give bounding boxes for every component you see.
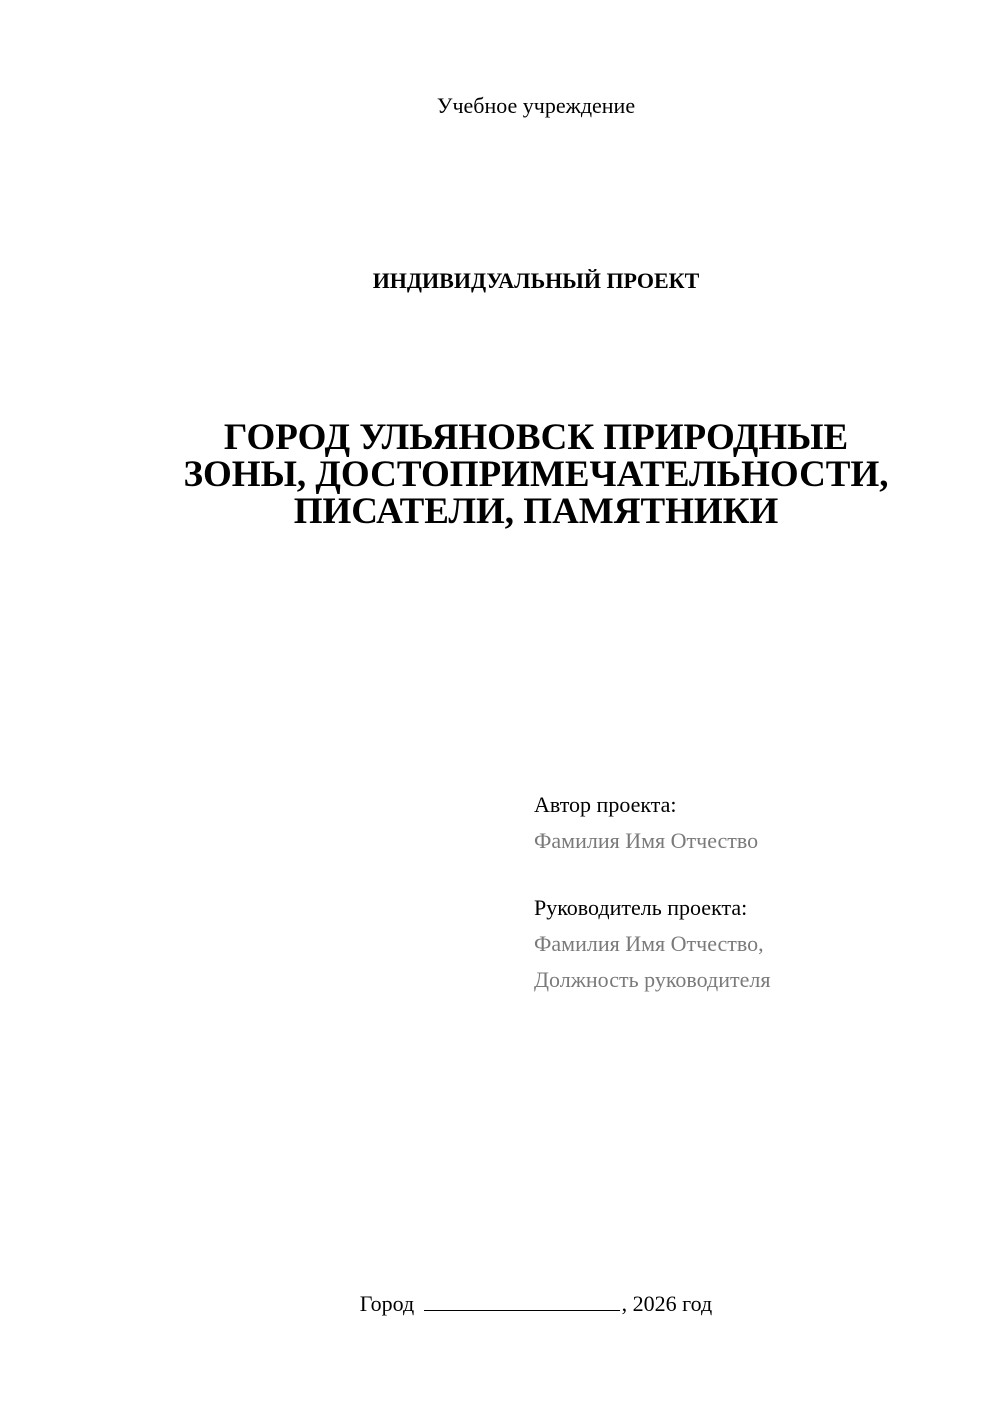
- title-line-1: ГОРОД УЛЬЯНОВСК ПРИРОДНЫЕ: [223, 417, 849, 458]
- city-year-line: [0, 1290, 1000, 1318]
- title-line-2: ЗОНЫ, ДОСТОПРИМЕЧАТЕЛЬНОСТИ,: [183, 454, 889, 495]
- project-info-block: [534, 787, 974, 998]
- project-title: [100, 419, 972, 530]
- author-label: Автор проекта:: [534, 792, 677, 817]
- institution-name: Учебное учреждение: [436, 93, 636, 118]
- supervisor-label: Руководитель проекта:: [534, 895, 748, 920]
- city-blank-field: [424, 1292, 620, 1311]
- author-name: Фамилия Имя Отчество: [534, 828, 759, 853]
- title-line-3: ПИСАТЕЛИ, ПАМЯТНИКИ: [293, 491, 779, 532]
- year-text: , 2026 год: [621, 1291, 713, 1316]
- info-spacer: [534, 859, 974, 890]
- document-type: ИНДИВИДУАЛЬНЫЙ ПРОЕКТ: [372, 268, 700, 293]
- supervisor-name: Фамилия Имя Отчество,: [534, 931, 764, 956]
- city-label: Город: [359, 1291, 415, 1316]
- supervisor-position: Должность руководителя: [534, 967, 771, 992]
